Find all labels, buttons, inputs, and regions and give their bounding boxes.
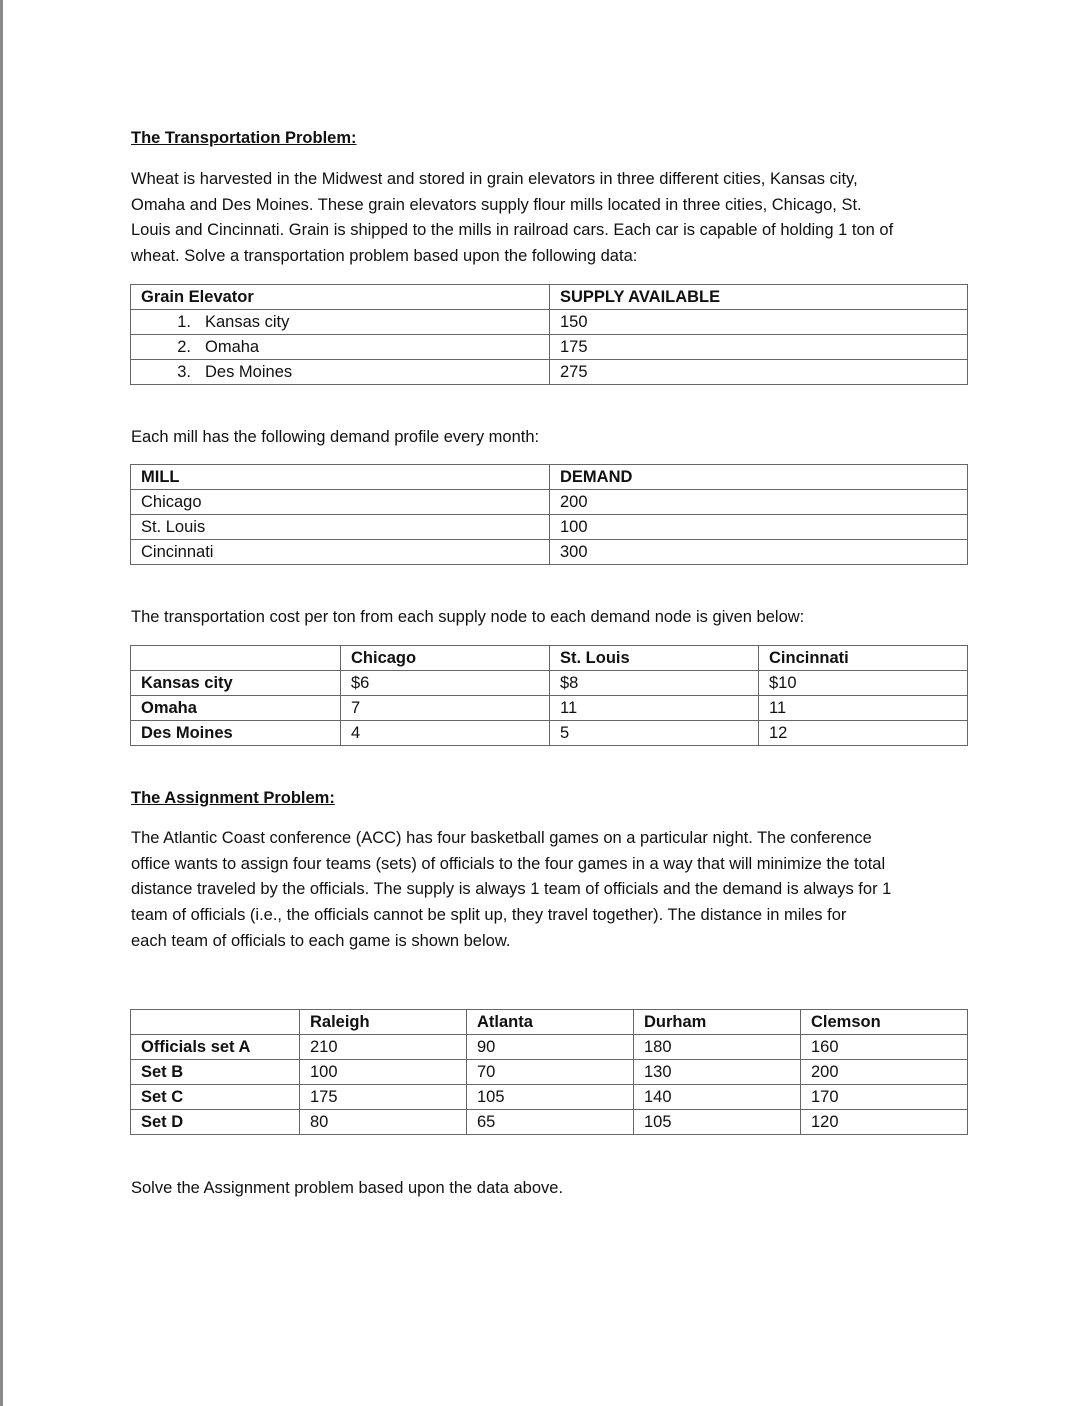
- assignment-paragraph-line: office wants to assign four teams (sets) of officials to the four games in a way that will minimize the total: [131, 855, 886, 873]
- demand-table: [130, 464, 968, 565]
- table-header-row: [131, 465, 968, 490]
- assignment-paragraph-line: each team of officials to each game is shown below.: [131, 932, 511, 950]
- header-cell: Raleigh: [300, 1010, 467, 1035]
- elevator-cell: [131, 335, 550, 360]
- header-cell: [131, 1010, 300, 1035]
- assignment-title: The Assignment Problem:: [131, 789, 335, 807]
- distance-table: [130, 1009, 968, 1135]
- list-number: 3.: [177, 363, 191, 381]
- header-cell: Clemson: [801, 1010, 968, 1035]
- header-cell: [131, 646, 341, 671]
- row-label: Set C: [131, 1085, 300, 1110]
- assignment-paragraph-line: The Atlantic Coast conference (ACC) has four basketball games on a particular night. The conference: [131, 829, 872, 847]
- supply-cell: 275: [550, 360, 968, 385]
- distance-cell: 100: [300, 1060, 467, 1085]
- row-label: Set B: [131, 1060, 300, 1085]
- row-label: Des Moines: [131, 721, 341, 746]
- distance-cell: 210: [300, 1035, 467, 1060]
- table-header-row: [131, 285, 968, 310]
- distance-cell: 105: [467, 1085, 634, 1110]
- elevator-name: Des Moines: [205, 363, 293, 381]
- table-row: [131, 721, 968, 746]
- distance-cell: 140: [634, 1085, 801, 1110]
- table-row: [131, 540, 968, 565]
- supply-cell: 175: [550, 335, 968, 360]
- table-row: [131, 696, 968, 721]
- demand-cell: 100: [550, 515, 968, 540]
- header-cell: Durham: [634, 1010, 801, 1035]
- list-number: 2.: [177, 338, 191, 356]
- header-cell: Atlanta: [467, 1010, 634, 1035]
- table-row: [131, 335, 968, 360]
- row-label: Officials set A: [131, 1035, 300, 1060]
- transportation-paragraph-line: wheat. Solve a transportation problem based upon the following data:: [131, 247, 638, 265]
- assignment-paragraph-line: team of officials (i.e., the officials cannot be split up, they travel together). The distance in miles for: [131, 906, 847, 924]
- table-header-row: [131, 1010, 968, 1035]
- cost-cell: 4: [341, 721, 550, 746]
- list-number: 1.: [177, 313, 191, 331]
- cost-cell: 12: [759, 721, 968, 746]
- row-label: Kansas city: [131, 671, 341, 696]
- cost-cell: 11: [550, 696, 759, 721]
- assignment-paragraph-line: distance traveled by the officials. The supply is always 1 team of officials and the demand is always for 1: [131, 880, 892, 898]
- table-row: [131, 310, 968, 335]
- distance-cell: 65: [467, 1110, 634, 1135]
- row-label: Omaha: [131, 696, 341, 721]
- table-row: [131, 490, 968, 515]
- supply-table: [130, 284, 968, 385]
- transportation-paragraph-line: Wheat is harvested in the Midwest and stored in grain elevators in three different cities, Kansas city,: [131, 170, 858, 188]
- row-label: Set D: [131, 1110, 300, 1135]
- distance-cell: 175: [300, 1085, 467, 1110]
- distance-cell: 130: [634, 1060, 801, 1085]
- cost-cell: 11: [759, 696, 968, 721]
- distance-cell: 70: [467, 1060, 634, 1085]
- cost-cell: $8: [550, 671, 759, 696]
- cost-cell: 7: [341, 696, 550, 721]
- closing-instruction: Solve the Assignment problem based upon the data above.: [131, 1179, 564, 1197]
- mill-cell: Cincinnati: [131, 540, 550, 565]
- header-cell: SUPPLY AVAILABLE: [550, 285, 968, 310]
- header-cell: Cincinnati: [759, 646, 968, 671]
- mill-cell: St. Louis: [131, 515, 550, 540]
- mill-cell: Chicago: [131, 490, 550, 515]
- elevator-cell: [131, 360, 550, 385]
- distance-cell: 80: [300, 1110, 467, 1135]
- transportation-paragraph-line: Louis and Cincinnati. Grain is shipped to the mills in railroad cars. Each car is capable of holding 1 ton of: [131, 221, 894, 239]
- elevator-name: Omaha: [205, 338, 260, 356]
- cost-cell: $6: [341, 671, 550, 696]
- table-row: [131, 1060, 968, 1085]
- demand-cell: 200: [550, 490, 968, 515]
- table-header-row: [131, 646, 968, 671]
- distance-cell: 90: [467, 1035, 634, 1060]
- table-row: [131, 515, 968, 540]
- header-cell: St. Louis: [550, 646, 759, 671]
- header-cell: DEMAND: [550, 465, 968, 490]
- table-row: [131, 1110, 968, 1135]
- header-cell: MILL: [131, 465, 550, 490]
- distance-cell: 120: [801, 1110, 968, 1135]
- elevator-cell: [131, 310, 550, 335]
- cost-cell: 5: [550, 721, 759, 746]
- table-row: [131, 1035, 968, 1060]
- header-cell: Chicago: [341, 646, 550, 671]
- table-row: [131, 1085, 968, 1110]
- cost-table: [130, 645, 968, 746]
- table-row: [131, 671, 968, 696]
- transportation-title: The Transportation Problem:: [131, 129, 357, 147]
- cost-cell: $10: [759, 671, 968, 696]
- page-edge: [0, 0, 3, 1406]
- elevator-name: Kansas city: [205, 313, 290, 331]
- distance-cell: 200: [801, 1060, 968, 1085]
- distance-cell: 160: [801, 1035, 968, 1060]
- header-cell: Grain Elevator: [131, 285, 550, 310]
- demand-cell: 300: [550, 540, 968, 565]
- demand-intro: Each mill has the following demand profile every month:: [131, 428, 540, 446]
- table-row: [131, 360, 968, 385]
- transportation-paragraph-line: Omaha and Des Moines. These grain elevators supply flour mills located in three cities, Chicago, St.: [131, 196, 862, 214]
- distance-cell: 105: [634, 1110, 801, 1135]
- distance-cell: 180: [634, 1035, 801, 1060]
- supply-cell: 150: [550, 310, 968, 335]
- cost-intro: The transportation cost per ton from each supply node to each demand node is given below:: [131, 608, 805, 626]
- distance-cell: 170: [801, 1085, 968, 1110]
